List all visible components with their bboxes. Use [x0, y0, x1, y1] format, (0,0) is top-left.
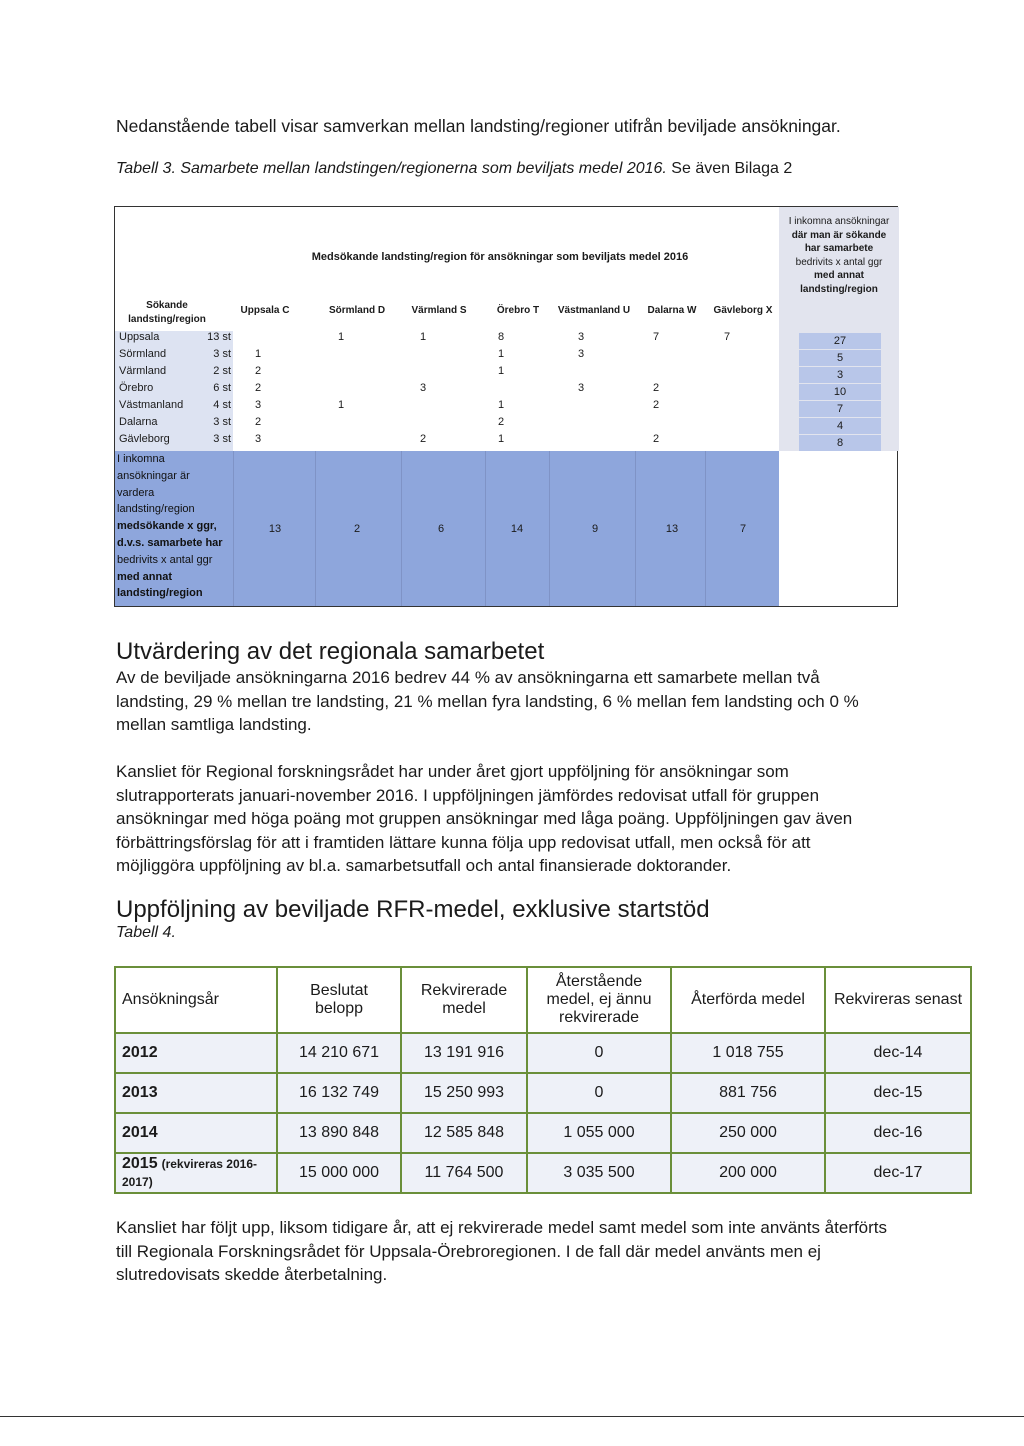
summary-value: 2 — [353, 523, 361, 535]
row-count: 3 st — [213, 416, 231, 428]
table4-cell: 1 055 000 — [527, 1113, 671, 1153]
summary-value: 9 — [591, 523, 599, 535]
table4-cell: dec-17 — [825, 1153, 971, 1193]
intro-text: Nedanstående tabell visar samverkan mellan landsting/regioner utifrån beviljade ansökningar. — [116, 116, 841, 136]
row-name: Västmanland — [119, 399, 184, 411]
table3-cell: 1 — [497, 433, 505, 445]
table4-cell: 3 035 500 — [527, 1153, 671, 1193]
table3-cell: 1 — [419, 331, 427, 343]
col-sormland: Sörmland D — [328, 305, 386, 316]
table4-cell: dec-15 — [825, 1073, 971, 1113]
table3-cell: 2 — [497, 416, 505, 428]
table3-cell: 7 — [652, 331, 660, 343]
table4-cell: 11 764 500 — [401, 1153, 527, 1193]
table3-row-label — [119, 348, 231, 360]
table3-cell: 1 — [497, 365, 505, 377]
table3 — [114, 206, 898, 607]
table3-cell: 1 — [497, 399, 505, 411]
table4-header: Beslutat belopp — [277, 967, 401, 1033]
row-count: 4 st — [213, 399, 231, 411]
col-uppsala: Uppsala C — [240, 305, 290, 316]
table3-row-label — [119, 365, 231, 377]
table4-year-cell — [115, 1113, 277, 1153]
table3-row-label — [119, 399, 231, 411]
table3-cell: 8 — [497, 331, 505, 343]
table3-caption — [116, 160, 792, 178]
table4-cell: 250 000 — [671, 1113, 825, 1153]
summary-value: 6 — [437, 523, 445, 535]
table3-cell: 2 — [652, 433, 660, 445]
row-count: 13 st — [207, 331, 231, 343]
section1-paragraph-1: Av de beviljade ansökningarna 2016 bedrev 44 % av ansökningarna ett samarbete mellan två landsting, 29 % mellan tre landsting, 21 % mellan fyra landsting, 6 % mellan fem landsting och 0 % mellan samtliga landsting. — [116, 668, 859, 734]
table3-row-label — [119, 331, 231, 343]
col-gavleborg: Gävleborg X — [713, 305, 773, 316]
sokande-label: Sökande landsting/region — [128, 300, 206, 325]
table4-cell: 13 890 848 — [277, 1113, 401, 1153]
table3-cell: 1 — [337, 399, 345, 411]
table4-header: Ansökningsår — [115, 967, 277, 1033]
table3-row-total: 8 — [799, 435, 881, 451]
summary-value: 13 — [665, 523, 679, 535]
table4-cell: 13 191 916 — [401, 1033, 527, 1073]
table3-row-total: 27 — [799, 333, 881, 349]
table3-row-total: 3 — [799, 367, 881, 383]
col-dalarna: Dalarna W — [647, 305, 697, 316]
table3-cell: 7 — [723, 331, 731, 343]
section2-paragraph: Kansliet har följt upp, liksom tidigare år, att ej rekvirerade medel samt medel som inte använts återförts till Regionala Forskningsrådet för Uppsala-Örebroregionen. I de fall där medel använts men ej slutredovisats skedde återbetalning. — [116, 1218, 888, 1284]
table4-cell: 0 — [527, 1033, 671, 1073]
table3-cell: 3 — [577, 348, 585, 360]
row-name: Värmland — [119, 365, 167, 377]
table3-row-total: 4 — [799, 418, 881, 434]
table3-right-note: I inkomna ansökningar där man är sökande har samarbete bedrivits x antal ggr med annat landsting/region — [779, 207, 899, 451]
table4-cell: 14 210 671 — [277, 1033, 401, 1073]
year-note: (rekvireras 2016-2017) — [122, 1157, 258, 1189]
table3-cell: 2 — [254, 382, 262, 394]
table4-cell: 881 756 — [671, 1073, 825, 1113]
footer-line — [0, 1416, 1024, 1417]
table4-cell: dec-16 — [825, 1113, 971, 1153]
table4-header-row — [115, 967, 971, 1033]
table4-row — [115, 1073, 971, 1113]
year: 2013 — [122, 1084, 158, 1101]
row-name: Dalarna — [119, 416, 158, 428]
table4-cell: 200 000 — [671, 1153, 825, 1193]
table4-row — [115, 1113, 971, 1153]
table4-cell: dec-14 — [825, 1033, 971, 1073]
table3-header: Medsökande landsting/region för ansökningar som beviljats medel 2016 — [311, 251, 689, 263]
table4-header: Rekvireras senast — [825, 967, 971, 1033]
table3-row-label — [119, 416, 231, 428]
table3-cell: 2 — [419, 433, 427, 445]
table4-row — [115, 1153, 971, 1193]
table3-row-total: 10 — [799, 384, 881, 400]
table3-row-label — [119, 433, 231, 445]
row-name: Sörmland — [119, 348, 167, 360]
col-orebro: Örebro T — [496, 305, 540, 316]
table3-row-label — [119, 382, 231, 394]
summary-value: 13 — [268, 523, 282, 535]
row-count: 3 st — [213, 348, 231, 360]
table4-cell: 16 132 749 — [277, 1073, 401, 1113]
year: 2014 — [122, 1124, 158, 1141]
table3-row-total: 5 — [799, 350, 881, 366]
row-count: 6 st — [213, 382, 231, 394]
table4-header: Återstående medel, ej ännu rekvirerade — [527, 967, 671, 1033]
table3-cell: 3 — [419, 382, 427, 394]
section1-paragraph-2: Kansliet för Regional forskningsrådet har under året gjort uppföljning för ansökningar som slutrapporterats januari-november 2016. I uppföljningen jämfördes redovisat utfall för gruppen ansökningar med höga poäng mot gruppen ansökningar med låga poäng. Uppföljningen gav även förbättringsförslag för att i framtiden lättare kunna följa upp redovisat utfall, men också för att möjliggöra uppföljning av bl.a. samarbetsutfall och antal finansierade doktorander. — [116, 762, 853, 875]
row-name: Uppsala — [119, 331, 160, 343]
table4-header: Rekvirerade medel — [401, 967, 527, 1033]
section2-heading: Uppföljning av beviljade RFR-medel, exklusive startstöd — [116, 896, 710, 923]
year: 2015 — [122, 1155, 158, 1172]
table3-cell: 3 — [577, 382, 585, 394]
section1-heading: Utvärdering av det regionala samarbetet — [116, 638, 545, 665]
table4-cell: 0 — [527, 1073, 671, 1113]
table4-year-cell — [115, 1033, 277, 1073]
summary-value: 14 — [510, 523, 524, 535]
table3-cell: 2 — [652, 399, 660, 411]
summary-value: 7 — [739, 523, 747, 535]
table4-cell: 1 018 755 — [671, 1033, 825, 1073]
row-count: 2 st — [213, 365, 231, 377]
table4-year-cell — [115, 1153, 277, 1193]
table3-cell: 1 — [497, 348, 505, 360]
table3-summary-label: I inkomna ansökningar är vardera landsting/region medsökande x ggr, d.v.s. samarbete har bedrivits x antal ggr med annat landsting/region — [117, 453, 223, 600]
table3-cell: 1 — [254, 348, 262, 360]
row-name: Gävleborg — [119, 433, 170, 445]
table4-row — [115, 1033, 971, 1073]
year: 2012 — [122, 1044, 158, 1061]
table3-cell: 3 — [254, 399, 262, 411]
table4-caption: Tabell 4. — [116, 924, 176, 941]
col-varmland: Värmland S — [411, 305, 467, 316]
table3-cell: 3 — [254, 433, 262, 445]
table4-cell: 15 250 993 — [401, 1073, 527, 1113]
table3-caption-italic: Tabell 3. Samarbete mellan landstingen/regionerna som beviljats medel 2016. — [116, 160, 667, 177]
table3-caption-rest: Se även Bilaga 2 — [666, 160, 793, 177]
table3-cell: 2 — [652, 382, 660, 394]
row-name: Örebro — [119, 382, 154, 394]
table3-cell: 2 — [254, 416, 262, 428]
table3-row-total: 7 — [799, 401, 881, 417]
table3-cell: 3 — [577, 331, 585, 343]
row-count: 3 st — [213, 433, 231, 445]
table4-header: Återförda medel — [671, 967, 825, 1033]
table4-year-cell — [115, 1073, 277, 1113]
table3-cell: 1 — [337, 331, 345, 343]
table4 — [114, 966, 972, 1194]
table3-cell: 2 — [254, 365, 262, 377]
col-vastmanland: Västmanland U — [557, 305, 631, 316]
table4-cell: 15 000 000 — [277, 1153, 401, 1193]
table4-cell: 12 585 848 — [401, 1113, 527, 1153]
